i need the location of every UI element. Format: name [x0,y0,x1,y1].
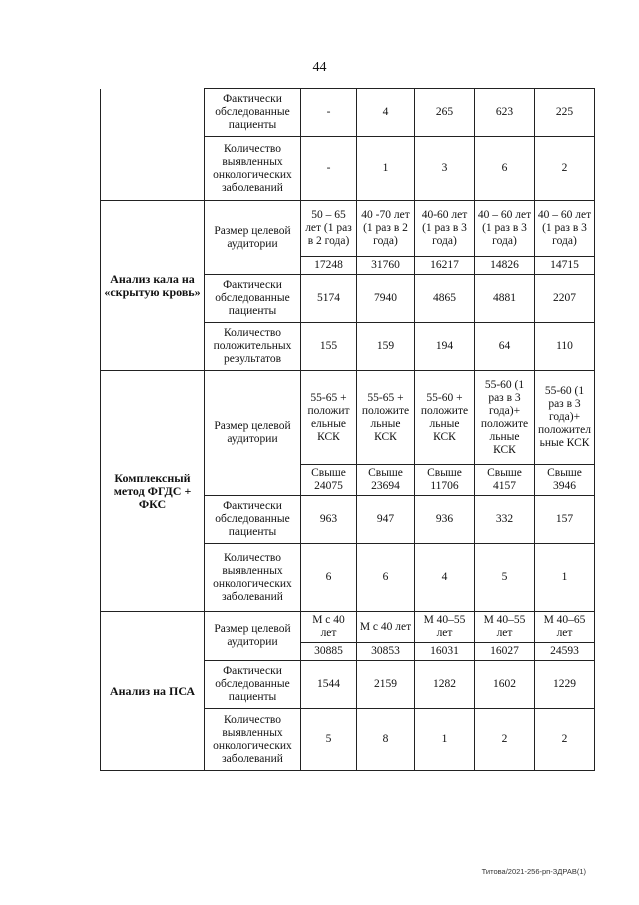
value-cell: 265 [415,89,475,137]
audience-desc-cell: 40 – 60 лет (1 раз в 3 года) [475,201,535,257]
value-cell: 1544 [301,661,357,709]
value-cell: 6 [301,544,357,612]
audience-desc-cell: 40-60 лет (1 раз в 3 года) [415,201,475,257]
audience-count-cell: 30853 [357,643,415,661]
value-cell: 332 [475,496,535,544]
value-cell: 7940 [357,275,415,323]
audience-desc-cell: 55-60 (1 раз в 3 года)+ положител ьные КСК [535,371,595,465]
value-cell: 194 [415,323,475,371]
value-cell: 1 [415,709,475,771]
value-cell: 6 [475,137,535,201]
value-cell: 4881 [475,275,535,323]
method-cell: Анализ на ПСА [101,612,205,771]
value-cell: 159 [357,323,415,371]
value-cell: 623 [475,89,535,137]
audience-count-cell: Свыше 11706 [415,465,475,496]
table-row [101,612,595,643]
audience-count-cell: 14715 [535,257,595,275]
value-cell: 2207 [535,275,595,323]
audience-count-cell: Свыше 24075 [301,465,357,496]
value-cell: 64 [475,323,535,371]
audience-count-cell: 16217 [415,257,475,275]
audience-count-cell: 24593 [535,643,595,661]
audience-count-cell: 30885 [301,643,357,661]
value-cell: - [301,137,357,201]
audience-desc-cell: М 40–65 лет [535,612,595,643]
audience-count-cell: Свыше 4157 [475,465,535,496]
value-cell: 6 [357,544,415,612]
value-cell: 963 [301,496,357,544]
value-cell: 4 [415,544,475,612]
criterion-cell: Фактически обследованные пациенты [205,661,301,709]
document-footer: Титова/2021-256-рп-ЗДРАВ(1) [481,867,586,876]
value-cell: 1282 [415,661,475,709]
value-cell: - [301,89,357,137]
method-cell: Анализ кала на «скрытую кровь» [101,201,205,371]
audience-desc-cell: 40 -70 лет (1 раз в 2 года) [357,201,415,257]
criterion-cell: Фактически обследованные пациенты [205,496,301,544]
criterion-cell: Размер целевой аудитории [205,201,301,275]
method-cell [101,89,205,201]
value-cell: 2 [475,709,535,771]
audience-desc-cell: М 40–55 лет [415,612,475,643]
value-cell: 1 [535,544,595,612]
audience-desc-cell: 55-60 (1 раз в 3 года)+ положите льные КСК [475,371,535,465]
value-cell: 936 [415,496,475,544]
audience-desc-cell: 50 – 65 лет (1 раз в 2 года) [301,201,357,257]
criterion-cell: Количество выявленных онкологических заболеваний [205,709,301,771]
audience-count-cell: Свыше 23694 [357,465,415,496]
table-row [101,89,595,137]
criterion-cell: Фактически обследованные пациенты [205,275,301,323]
value-cell: 947 [357,496,415,544]
value-cell: 4865 [415,275,475,323]
value-cell: 1229 [535,661,595,709]
audience-count-cell: 16031 [415,643,475,661]
value-cell: 155 [301,323,357,371]
value-cell: 4 [357,89,415,137]
value-cell: 2159 [357,661,415,709]
value-cell: 2 [535,137,595,201]
table-row [101,371,595,465]
criterion-cell: Размер целевой аудитории [205,612,301,661]
screening-table [100,88,595,771]
audience-desc-cell: 40 – 60 лет (1 раз в 3 года) [535,201,595,257]
criterion-cell: Количество выявленных онкологических заболеваний [205,137,301,201]
criterion-cell: Количество выявленных онкологических заболеваний [205,544,301,612]
audience-desc-cell: 55-65 + положите льные КСК [357,371,415,465]
table-row [101,201,595,257]
value-cell: 5 [475,544,535,612]
value-cell: 2 [535,709,595,771]
audience-desc-cell: М с 40 лет [357,612,415,643]
audience-desc-cell: 55-60 + положите льные КСК [415,371,475,465]
criterion-cell: Количество положительных результатов [205,323,301,371]
value-cell: 3 [415,137,475,201]
audience-count-cell: Свыше 3946 [535,465,595,496]
criterion-cell: Размер целевой аудитории [205,371,301,496]
value-cell: 5 [301,709,357,771]
criterion-cell: Фактически обследованные пациенты [205,89,301,137]
value-cell: 1602 [475,661,535,709]
audience-desc-cell: 55-65 + положит ельные КСК [301,371,357,465]
value-cell: 8 [357,709,415,771]
audience-count-cell: 31760 [357,257,415,275]
value-cell: 5174 [301,275,357,323]
value-cell: 110 [535,323,595,371]
audience-desc-cell: М с 40 лет [301,612,357,643]
audience-count-cell: 14826 [475,257,535,275]
page-number: 44 [312,60,327,75]
audience-count-cell: 17248 [301,257,357,275]
value-cell: 157 [535,496,595,544]
audience-desc-cell: М 40–55 лет [475,612,535,643]
method-cell: Комплексный метод ФГДС + ФКС [101,371,205,612]
value-cell: 225 [535,89,595,137]
audience-count-cell: 16027 [475,643,535,661]
value-cell: 1 [357,137,415,201]
